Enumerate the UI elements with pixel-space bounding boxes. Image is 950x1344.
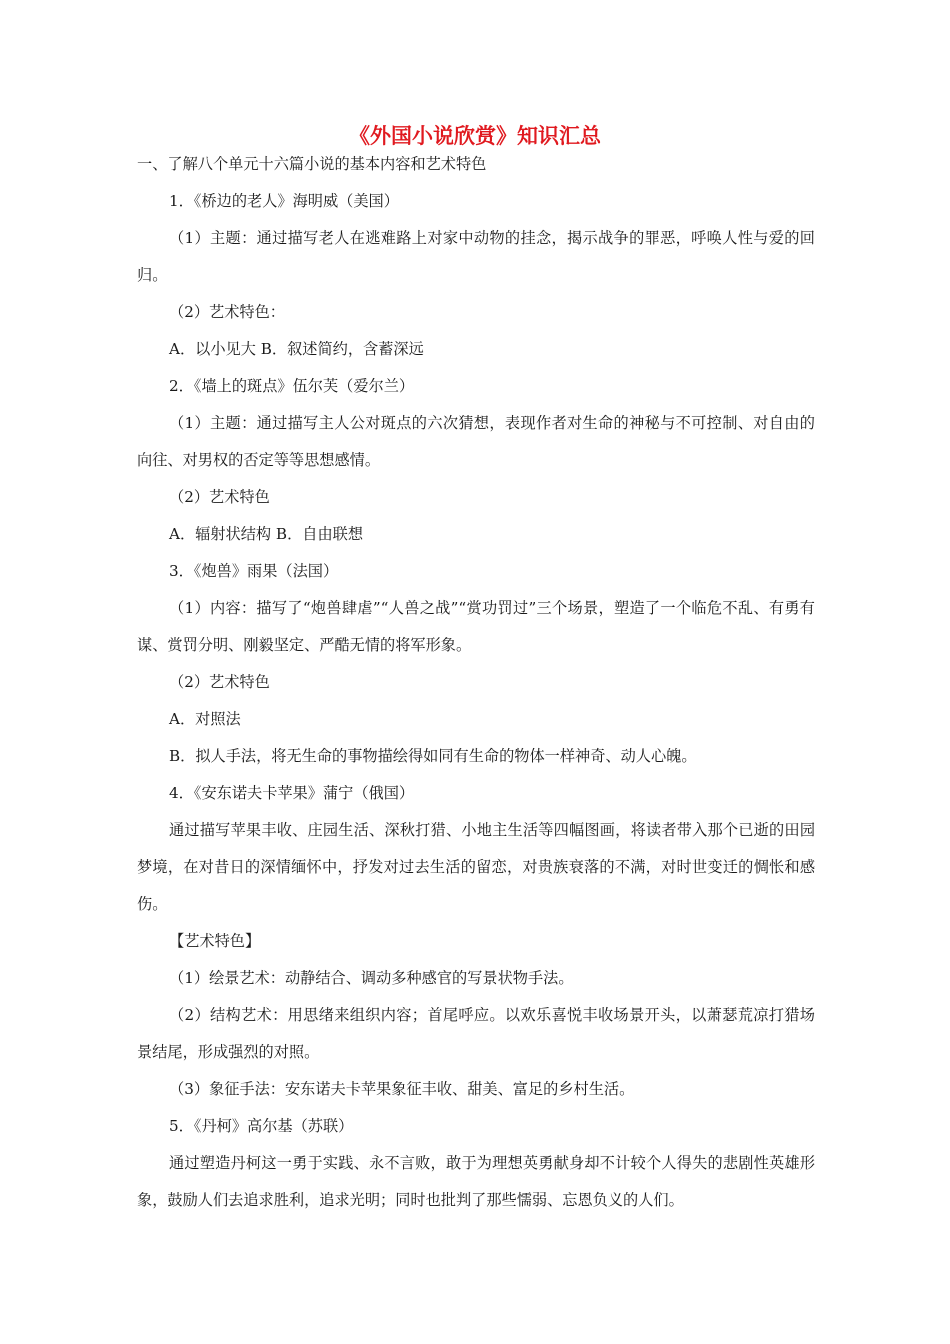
section-heading: 一、了解八个单元十六篇小说的基本内容和艺术特色: [137, 155, 487, 173]
item-4-art-2: （2）结构艺术：用思绪来组织内容；首尾呼应。以欢乐喜悦丰收场景开头，以萧瑟荒凉打猎场景结尾，形成强烈的对照。: [137, 1006, 815, 1061]
item-2-art-points: A．辐射状结构 B．自由联想: [169, 525, 364, 543]
item-5-summary: 通过塑造丹柯这一勇于实践、永不言败，敢于为理想英勇献身却不计较个人得失的悲剧性英雄形象，鼓励人们去追求胜利，追求光明；同时也批判了那些懦弱、忘恩负义的人们。: [137, 1154, 815, 1209]
item-3-art-b: B．拟人手法，将无生命的事物描绘得如同有生命的物体一样神奇、动人心魄。: [169, 747, 697, 765]
document-body: [137, 146, 815, 1219]
item-3-art-label: （2）艺术特色: [169, 673, 270, 691]
item-4-summary: 通过描写苹果丰收、庄园生活、深秋打猎、小地主生活等四幅图画，将读者带入那个已逝的田园梦境，在对昔日的深情缅怀中，抒发对过去生活的留恋，对贵族衰落的不满，对时世变迁的惆怅和感伤。: [137, 821, 815, 913]
item-4-art-label: 【艺术特色】: [169, 932, 261, 950]
item-1-art-label: （2）艺术特色：: [169, 303, 285, 321]
item-3-art-a: A．对照法: [169, 710, 241, 728]
item-1-theme: （1）主题：通过描写老人在逃难路上对家中动物的挂念，揭示战争的罪恶，呼唤人性与爱的回归。: [137, 229, 815, 284]
item-2-theme: （1）主题：通过描写主人公对斑点的六次猜想，表现作者对生命的神秘与不可控制、对自由的向往、对男权的否定等等思想感情。: [137, 414, 815, 469]
item-4-art-3: （3）象征手法：安东诺夫卡苹果象征丰收、甜美、富足的乡村生活。: [169, 1080, 635, 1098]
item-heading-2: 2．《墙上的斑点》伍尔芙（爱尔兰）: [169, 377, 415, 395]
item-2-art-label: （2）艺术特色: [169, 488, 270, 506]
item-3-content: （1）内容：描写了“炮兽肆虐”“人兽之战”“赏功罚过”三个场景，塑造了一个临危不乱、有勇有谋、赏罚分明、刚毅坚定、严酷无情的将军形象。: [137, 599, 815, 654]
document-title: 《外国小说欣赏》知识汇总: [349, 124, 601, 148]
item-heading-3: 3．《炮兽》雨果（法国）: [169, 562, 339, 580]
item-4-art-1: （1）绘景艺术：动静结合、调动多种感官的写景状物手法。: [169, 969, 574, 987]
item-1-art-points: A．以小见大 B．叙述简约，含蓄深远: [169, 340, 424, 358]
item-heading-1: 1．《桥边的老人》海明威（美国）: [169, 192, 399, 210]
item-heading-4: 4．《安东诺夫卡苹果》蒲宁（俄国）: [169, 784, 415, 802]
item-heading-5: 5．《丹柯》高尔基（苏联）: [169, 1117, 354, 1135]
